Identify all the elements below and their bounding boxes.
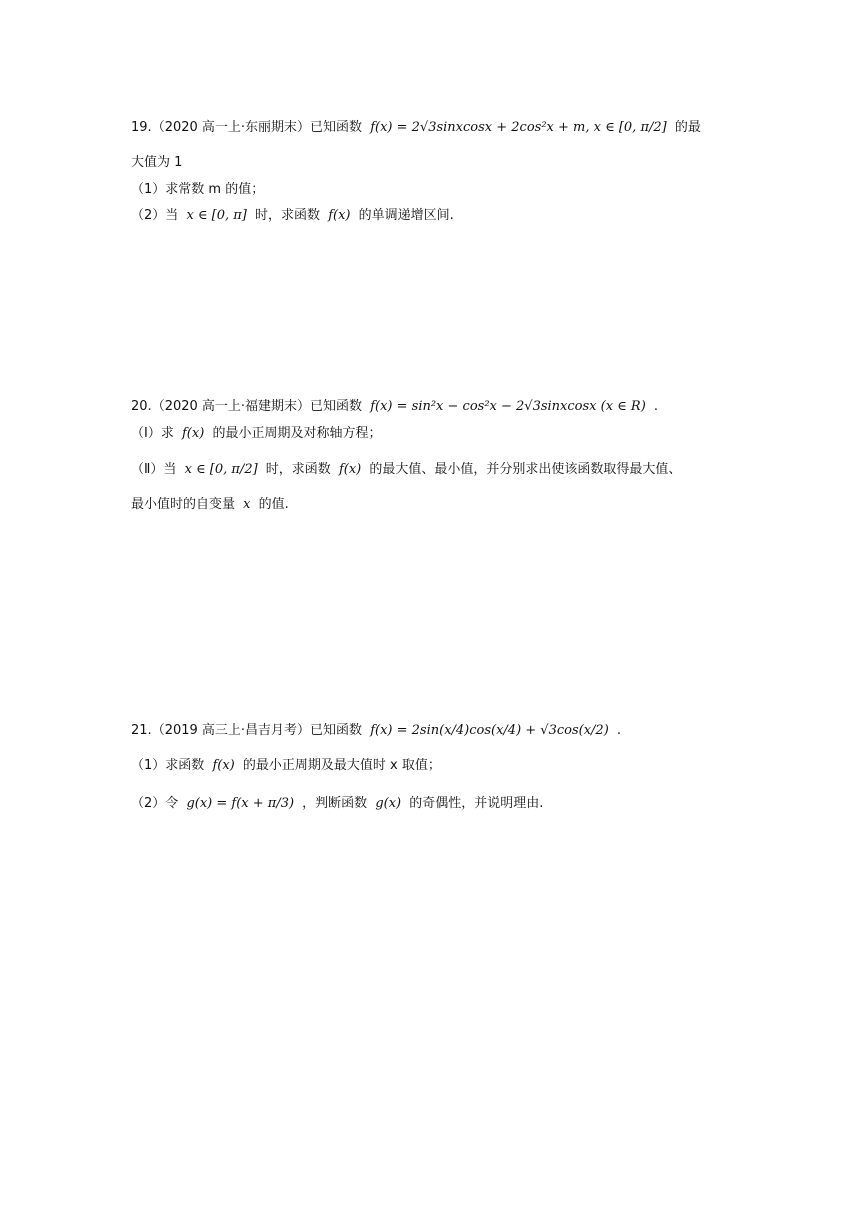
problem-intro-tail: .	[653, 399, 659, 414]
problem-19-part-2	[131, 206, 454, 226]
part-mid: 时，求函数	[265, 462, 331, 477]
function-symbol: f(x)	[212, 758, 235, 773]
part-post: 的最大值、最小值，并分别求出使该函数取得最大值、	[369, 462, 682, 477]
problem-intro-tail: .	[616, 723, 622, 738]
problem-intro-tail: 的最	[674, 120, 701, 135]
function-formula: f(x) = 2√3sinxcosx + 2cos²x + m, x ∈ [0, π/2]	[370, 120, 667, 135]
problem-source: （2020 高一上·福建期末）	[151, 399, 311, 414]
part-text: 求常数 m 的值；	[165, 182, 265, 197]
part-mid: ，判断函数	[302, 796, 368, 811]
problem-source: （2020 高一上·东丽期末）	[151, 120, 311, 135]
part-cont-post: 的值.	[258, 497, 289, 512]
part-pre: 令	[165, 796, 179, 811]
problem-source: （2019 高三上·昌吉月考）	[151, 723, 311, 738]
function-symbol: f(x)	[328, 208, 351, 223]
problem-20-part-2-cont	[131, 495, 289, 515]
problem-20-part-1	[131, 424, 381, 444]
part-post: 的最小正周期及对称轴方程；	[212, 426, 382, 441]
part-mid: 时，求函数	[255, 208, 321, 223]
part-label: （Ⅱ）	[131, 462, 164, 477]
function-formula: f(x) = sin²x − cos²x − 2√3sinxcosx (x ∈ R)	[370, 399, 646, 414]
part-post: 的单调递增区间.	[358, 208, 454, 223]
part-cont-pre: 最小值时的自变量	[131, 497, 236, 512]
interval-formula: x ∈ [0, π]	[186, 208, 247, 223]
problem-19-part-1	[131, 180, 264, 200]
function-symbol: g(x)	[375, 796, 402, 811]
variable-symbol: x	[243, 497, 251, 512]
problem-number: 19.	[131, 120, 152, 135]
function-symbol: f(x)	[338, 462, 362, 477]
problem-21-intro	[131, 721, 621, 741]
problem-intro: 已知函数	[310, 120, 363, 135]
problem-19-intro	[131, 118, 701, 138]
function-symbol: f(x)	[182, 426, 205, 441]
problem-19-intro-cont	[131, 153, 182, 173]
problem-intro: 已知函数	[310, 399, 363, 414]
part-post: 的最小正周期及最大值时 x 取值；	[242, 758, 441, 773]
problem-number: 20.	[131, 399, 152, 414]
part-label: （1）	[131, 758, 166, 773]
part-label: （2）	[131, 796, 166, 811]
part-pre: 求函数	[165, 758, 205, 773]
part-pre: 求	[160, 426, 174, 441]
problem-intro: 已知函数	[310, 723, 363, 738]
part-pre: 当	[163, 462, 177, 477]
part-label: （2）	[131, 208, 166, 223]
problem-20-intro	[131, 397, 658, 417]
part-pre: 当	[165, 208, 179, 223]
interval-formula: x ∈ [0, π/2]	[184, 462, 258, 477]
problem-intro-cont: 大值为 1	[131, 155, 183, 170]
definition-formula: g(x) = f(x + π/3)	[186, 796, 295, 811]
part-label: （1）	[131, 182, 166, 197]
problem-21-part-2	[131, 794, 543, 814]
part-label: （Ⅰ）	[131, 426, 161, 441]
function-formula: f(x) = 2sin(x/4)cos(x/4) + √3cos(x/2)	[370, 723, 609, 738]
problem-21-part-1	[131, 756, 441, 776]
part-post: 的奇偶性，并说明理由.	[409, 796, 544, 811]
problem-20-part-2	[131, 460, 681, 480]
problem-number: 21.	[131, 723, 152, 738]
